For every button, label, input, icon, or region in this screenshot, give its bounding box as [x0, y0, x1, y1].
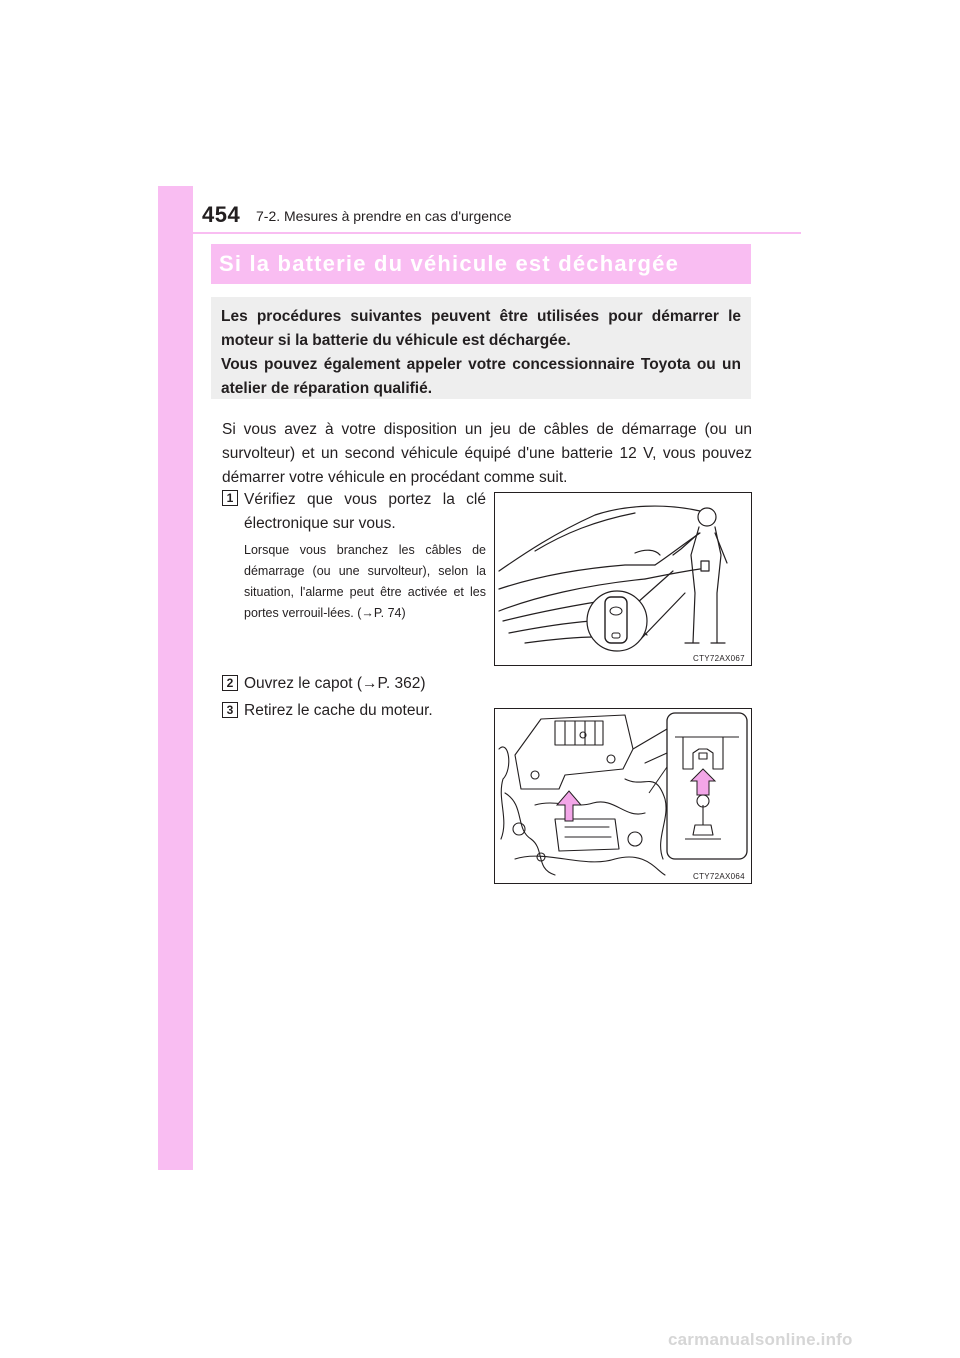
figure-code-1: CTY72AX067 — [693, 654, 745, 663]
figure-code-2: CTY72AX064 — [693, 872, 745, 881]
section-title-bar — [211, 244, 751, 284]
watermark: carmanualsonline.info — [668, 1330, 853, 1349]
figure-electronic-key — [494, 492, 752, 666]
section-title: Si la batterie du véhicule est déchargée — [219, 251, 680, 276]
step-text-2: Ouvrez le capot (→P. 362) — [244, 675, 426, 692]
body-paragraph: Si vous avez à votre disposition un jeu de câbles de démarrage (ou un survolteur) et un second véhicule équipé d'une batterie 12 V, vous pouvez démarrer votre véhicule en procédant comme suit. — [222, 421, 752, 486]
page-number: 454 — [202, 202, 241, 227]
intro-box — [211, 297, 751, 399]
engine-cover-illustration — [495, 709, 751, 883]
car-key-illustration — [495, 493, 751, 665]
step-number-3: 3 — [222, 702, 238, 718]
step-text-3: Retirez le cache du moteur. — [244, 702, 433, 719]
up-arrow-icon — [557, 791, 581, 821]
step-text-1: Vérifiez que vous portez la clé électronique sur vous. — [244, 491, 486, 532]
figure-engine-cover — [494, 708, 752, 884]
step-number-2: 2 — [222, 675, 238, 691]
chapter-title: 7-2. Mesures à prendre en cas d'urgence — [256, 208, 512, 224]
intro-paragraph-2: Vous pouvez également appeler votre concessionnaire Toyota ou un atelier de réparation qualifié. — [221, 356, 741, 397]
sidebar-tab — [158, 186, 193, 1170]
step-number-1: 1 — [222, 490, 238, 506]
step-note-1: Lorsque vous branchez les câbles de démarrage (ou une survolteur), selon la situation, l'alarme peut être activée et les portes verrouil-lées. (→P. 74) — [244, 543, 486, 620]
key-fob-icon — [605, 597, 627, 643]
intro-paragraph-1: Les procédures suivantes peuvent être utilisées pour démarrer le moteur si la batterie du véhicule est déchargée. — [221, 308, 741, 349]
header-rule — [193, 232, 801, 234]
